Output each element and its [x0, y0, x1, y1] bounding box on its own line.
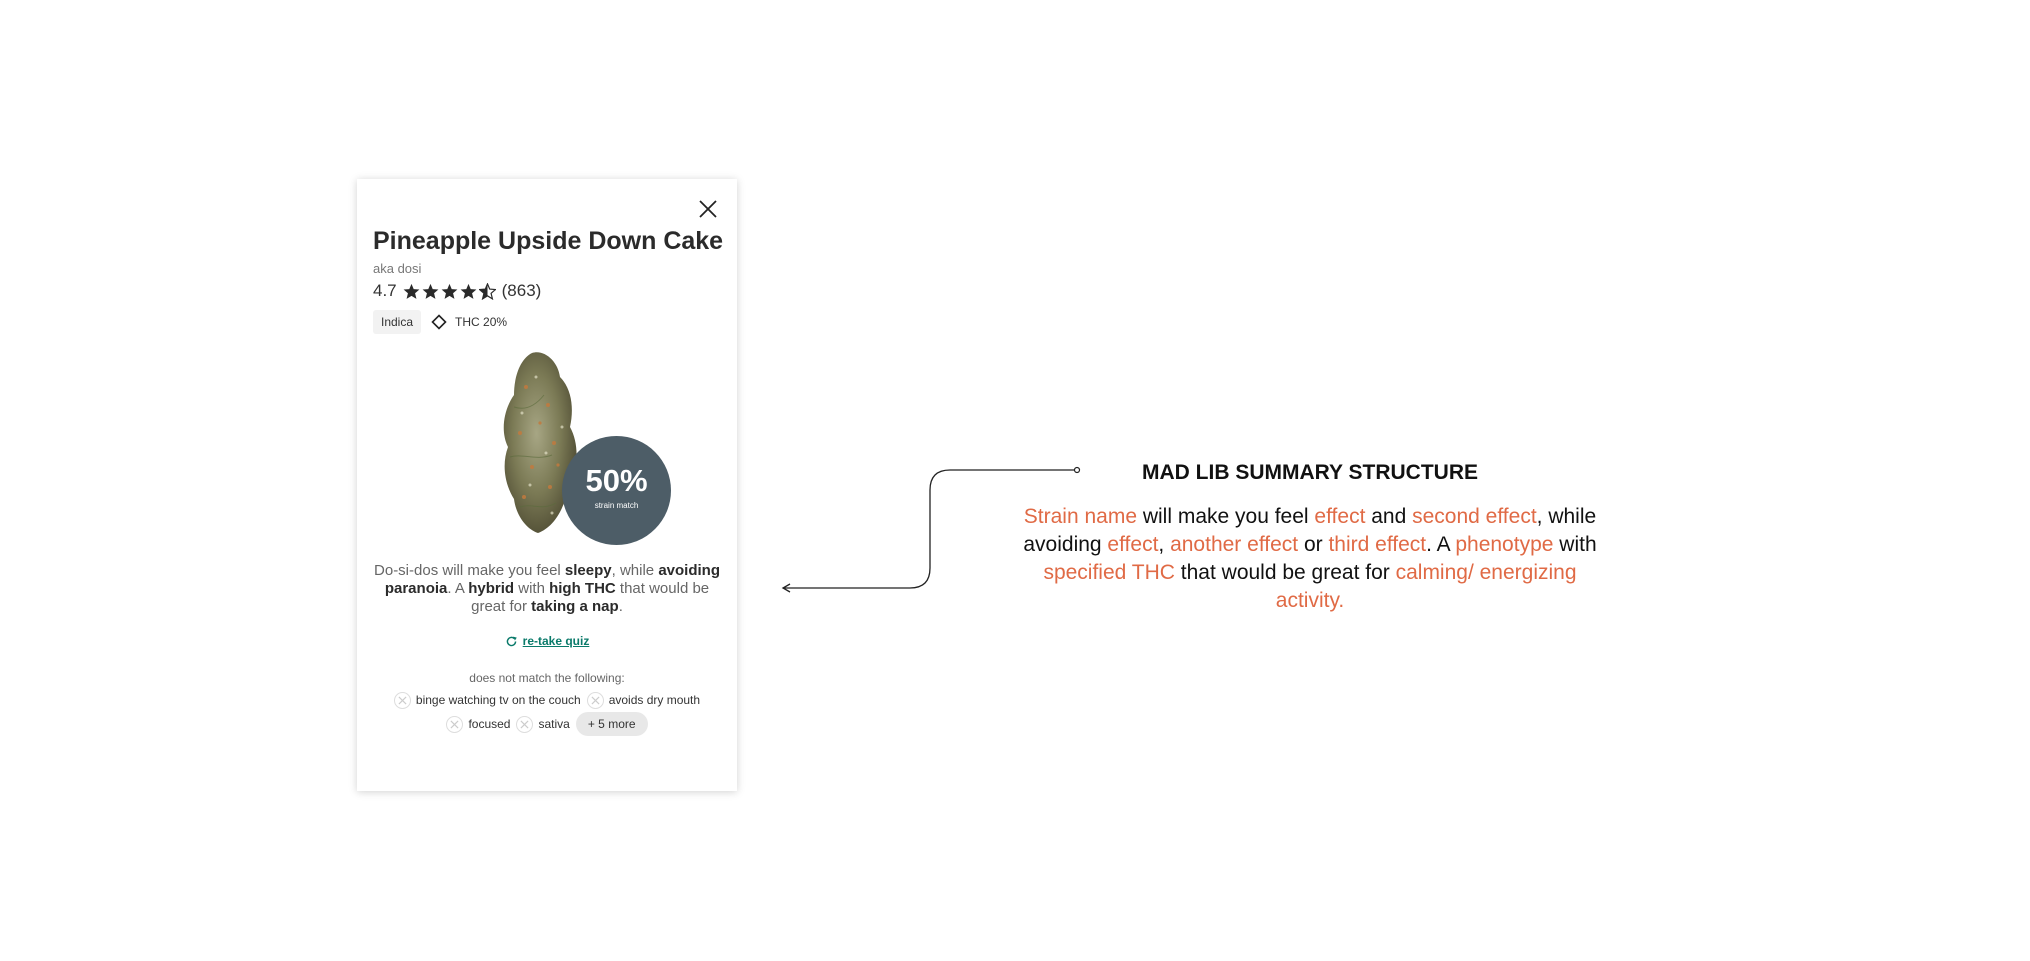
summary-text: , while	[611, 562, 659, 579]
summary-phenotype: hybrid	[468, 580, 515, 597]
match-percent: 50%	[585, 463, 648, 498]
summary-avoided-effect: avoiding paranoia	[384, 562, 720, 597]
strain-aka: aka dosi	[373, 261, 422, 276]
placeholder-effect: effect	[1314, 505, 1366, 528]
placeholder-second-effect: second effect	[1412, 505, 1537, 528]
madlib-text: that would be great for	[1174, 561, 1396, 584]
summary-activity: taking a nap	[531, 598, 619, 615]
placeholder-thc: specified THC	[1043, 561, 1175, 584]
nomatch-title: does not match the following:	[469, 671, 625, 685]
rating-value: 4.7	[373, 281, 397, 300]
summary-text: . A	[447, 580, 469, 597]
placeholder-avoided-effect: effect	[1107, 533, 1159, 556]
thc-label: THC 20%	[455, 315, 508, 329]
nomatch-label: sativa	[538, 717, 570, 731]
madlib-text: or	[1298, 533, 1329, 556]
strain-title: Pineapple Upside Down Cake	[373, 227, 724, 255]
review-count: (863)	[501, 281, 542, 300]
summary-effect: sleepy	[564, 562, 612, 579]
retake-quiz-link[interactable]: re-take quiz	[522, 634, 590, 648]
madlib-text: ,	[1158, 533, 1171, 556]
placeholder-phenotype: phenotype	[1455, 533, 1554, 556]
nomatch-label: avoids dry mouth	[608, 693, 701, 707]
placeholder-strain-name: Strain name	[1023, 505, 1138, 528]
match-label: strain match	[594, 501, 639, 510]
annotation-heading: MAD LIB SUMMARY STRUCTURE	[1142, 461, 1478, 484]
placeholder-another-effect: another effect	[1170, 533, 1299, 556]
summary-text: with	[514, 580, 550, 597]
madlib-text: will make you feel	[1137, 505, 1315, 528]
placeholder-third-effect: third effect	[1328, 533, 1427, 556]
summary-thc: high THC	[549, 580, 616, 597]
madlib-text: , while avoiding	[1023, 505, 1597, 556]
summary-text: that would be great for	[471, 580, 710, 615]
summary-text: Do-si-dos will make you feel	[374, 562, 565, 579]
madlib-text: with	[1553, 533, 1597, 556]
madlib-text: and	[1365, 505, 1413, 528]
madlib-text: . A	[1426, 533, 1456, 556]
show-more-button[interactable]: + 5 more	[576, 712, 648, 736]
summary-text: .	[618, 598, 623, 615]
type-tag: Indica	[373, 310, 421, 334]
madlib-structure	[1010, 503, 1610, 615]
nomatch-label: binge watching tv on the couch	[415, 693, 581, 707]
placeholder-activity: calming/ energizing activity.	[1275, 561, 1577, 612]
nomatch-label: focused	[468, 717, 511, 731]
